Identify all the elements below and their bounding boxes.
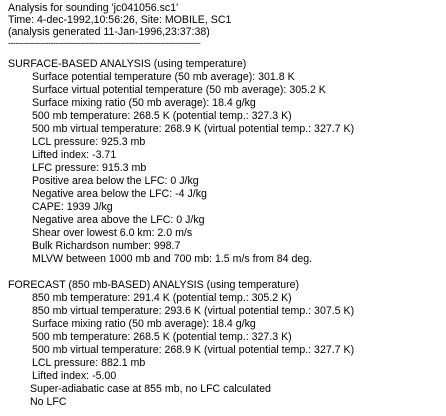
surface-line: CAPE: 1939 J/kg — [32, 201, 113, 213]
forecast-line: 500 mb temperature: 268.5 K (potential temp.: 327.3 K) — [32, 331, 292, 343]
analysis-generated: (analysis generated 11-Jan-1996,23:37:38) — [8, 26, 210, 38]
surface-line: Shear over lowest 6.0 km: 2.0 m/s — [32, 227, 193, 239]
surface-line: Surface potential temperature (50 mb average): 301.8 K — [32, 71, 295, 83]
surface-line: Negative area below the LFC: -4 J/kg — [32, 188, 207, 200]
forecast-line: 850 mb temperature: 291.4 K (potential temp.: 305.2 K) — [32, 292, 292, 304]
surface-line: MLVW between 1000 mb and 700 mb: 1.5 m/s from 84 deg. — [32, 253, 313, 265]
forecast-note: Super-adiabatic case at 855 mb, no LFC calculated — [30, 383, 271, 395]
surface-line: LFC pressure: 915.3 mb — [32, 162, 147, 174]
forecast-note: No LFC — [30, 396, 67, 408]
surface-line: LCL pressure: 925.3 mb — [32, 136, 146, 148]
forecast-line: Lifted index: -5.00 — [32, 370, 117, 382]
header-divider: ----------------------------------------------------------------------------- — [8, 40, 201, 46]
forecast-line: LCL pressure: 882.1 mb — [32, 357, 146, 369]
surface-line: Positive area below the LFC: 0 J/kg — [32, 175, 199, 187]
forecast-line: 850 mb virtual temperature: 293.6 K (virtual potential temp.: 307.5 K) — [32, 305, 355, 317]
forecast-section-heading: FORECAST (850 mb-BASED) ANALYSIS (using temperature) — [8, 279, 300, 291]
surface-line: Lifted index: -3.71 — [32, 149, 117, 161]
surface-line: Negative area above the LFC: 0 J/kg — [32, 214, 205, 226]
surface-line: 500 mb virtual temperature: 268.9 K (virtual potential temp.: 327.7 K) — [32, 123, 355, 135]
forecast-line: Surface mixing ratio (50 mb average): 18.4 g/kg — [32, 318, 256, 330]
analysis-time-site: Time: 4-dec-1992,10:56:26, Site: MOBILE, SC1 — [8, 14, 232, 26]
surface-line: Bulk Richardson number: 998.7 — [32, 240, 181, 252]
surface-section-heading: SURFACE-BASED ANALYSIS (using temperature) — [8, 58, 247, 70]
surface-line: 500 mb temperature: 268.5 K (potential temp.: 327.3 K) — [32, 110, 292, 122]
forecast-line: 500 mb virtual temperature: 268.9 K (virtual potential temp.: 327.7 K) — [32, 344, 355, 356]
surface-line: Surface virtual potential temperature (50 mb average): 305.2 K — [32, 84, 326, 96]
surface-line: Surface mixing ratio (50 mb average): 18.4 g/kg — [32, 97, 256, 109]
analysis-title: Analysis for sounding 'jc041056.sc1' — [8, 2, 179, 14]
